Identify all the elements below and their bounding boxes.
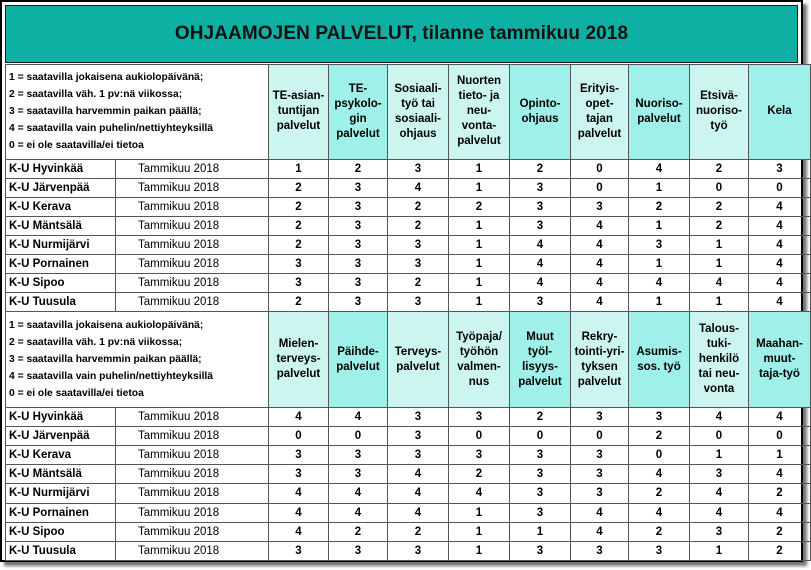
period-cell: Tammikuu 2018 xyxy=(116,197,269,216)
rating-cell: 0 xyxy=(690,427,749,446)
rating-cell: 1 xyxy=(749,446,811,465)
legend-line: 2 = saatavilla väh. 1 pv:nä viikossa; xyxy=(9,89,183,101)
period-cell: Tammikuu 2018 xyxy=(116,178,269,197)
rating-cell: 3 xyxy=(449,446,510,465)
column-header: Sosiaali- työ tai sosiaali- ohjaus xyxy=(388,65,449,160)
rating-cell: 2 xyxy=(510,408,571,427)
rating-cell: 1 xyxy=(629,255,690,274)
rating-cell: 2 xyxy=(690,197,749,216)
rating-cell: 1 xyxy=(629,178,690,197)
rating-cell: 0 xyxy=(510,427,571,446)
rating-cell: 0 xyxy=(749,427,811,446)
column-header: Rekry- tointi-yri- tyksen palvelut xyxy=(571,312,629,408)
rating-cell: 2 xyxy=(269,216,329,235)
rating-cell: 3 xyxy=(629,236,690,255)
rating-cell: 3 xyxy=(329,465,388,484)
rating-cell: 3 xyxy=(269,446,329,465)
rating-cell: 4 xyxy=(629,159,690,178)
column-header: Nuoriso- palvelut xyxy=(629,65,690,160)
rating-cell: 4 xyxy=(571,236,629,255)
rating-cell: 3 xyxy=(571,408,629,427)
rating-cell: 4 xyxy=(329,503,388,522)
office-name: K-U Hyvinkää xyxy=(6,408,116,427)
rating-cell: 4 xyxy=(749,197,811,216)
rating-cell: 1 xyxy=(510,522,571,541)
office-name: K-U Mäntsälä xyxy=(6,465,116,484)
rating-cell: 2 xyxy=(749,484,811,503)
period-cell: Tammikuu 2018 xyxy=(116,541,269,560)
office-name: K-U Sipoo xyxy=(6,274,116,293)
rating-cell: 4 xyxy=(749,503,811,522)
rating-cell: 4 xyxy=(388,503,449,522)
office-name: K-U Hyvinkää xyxy=(6,159,116,178)
rating-cell: 1 xyxy=(449,522,510,541)
rating-cell: 2 xyxy=(388,274,449,293)
rating-cell: 3 xyxy=(329,216,388,235)
legend-line: 1 = saatavilla jokaisena aukiolopäivänä; xyxy=(9,72,204,84)
page-title: OHJAAMOJEN PALVELUT, tilanne tammikuu 2018 xyxy=(174,23,629,44)
rating-cell: 2 xyxy=(629,427,690,446)
rating-cell: 4 xyxy=(749,293,811,312)
rating-cell: 1 xyxy=(449,216,510,235)
office-name: K-U Tuusula xyxy=(6,293,116,312)
rating-cell: 3 xyxy=(388,255,449,274)
legend-line: 3 = saatavilla harvemmin paikan päällä; xyxy=(9,106,202,118)
legend-line: 1 = saatavilla jokaisena aukiolopäivänä; xyxy=(9,320,204,332)
rating-cell: 0 xyxy=(269,427,329,446)
rating-cell: 0 xyxy=(749,178,811,197)
rating-cell: 4 xyxy=(749,236,811,255)
rating-cell: 1 xyxy=(449,255,510,274)
rating-cell: 1 xyxy=(690,541,749,560)
column-header: Opinto- ohjaus xyxy=(510,65,571,160)
rating-cell: 3 xyxy=(571,465,629,484)
rating-cell: 1 xyxy=(449,503,510,522)
table-row xyxy=(6,503,811,522)
rating-cell: 4 xyxy=(449,484,510,503)
legend-line: 0 = ei ole saatavilla/ei tietoa xyxy=(9,140,144,152)
rating-cell: 0 xyxy=(571,427,629,446)
rating-cell: 4 xyxy=(510,274,571,293)
rating-cell: 3 xyxy=(269,255,329,274)
period-cell: Tammikuu 2018 xyxy=(116,255,269,274)
rating-cell: 1 xyxy=(690,446,749,465)
period-cell: Tammikuu 2018 xyxy=(116,465,269,484)
period-cell: Tammikuu 2018 xyxy=(116,159,269,178)
rating-cell: 4 xyxy=(690,503,749,522)
column-header: Työpaja/ työhön valmen- nus xyxy=(449,312,510,408)
column-header: Mielen- terveys- palvelut xyxy=(269,312,329,408)
rating-cell: 3 xyxy=(690,522,749,541)
rating-cell: 4 xyxy=(629,503,690,522)
rating-cell: 3 xyxy=(329,446,388,465)
rating-cell: 3 xyxy=(690,465,749,484)
table-row xyxy=(6,465,811,484)
rating-cell: 3 xyxy=(388,541,449,560)
column-header: Talous- tuki- henkilö tai neu- vonta xyxy=(690,312,749,408)
rating-cell: 1 xyxy=(449,541,510,560)
rating-cell: 3 xyxy=(329,255,388,274)
table-row xyxy=(6,427,811,446)
rating-cell: 1 xyxy=(629,293,690,312)
rating-cell: 3 xyxy=(510,216,571,235)
rating-cell: 4 xyxy=(749,408,811,427)
rating-cell: 2 xyxy=(269,293,329,312)
column-header: Terveys- palvelut xyxy=(388,312,449,408)
rating-cell: 3 xyxy=(388,446,449,465)
rating-cell: 1 xyxy=(629,216,690,235)
legend-line: 4 = saatavilla vain puhelin/nettiyhteyksillä xyxy=(9,371,214,383)
office-name: K-U Pornainen xyxy=(6,503,116,522)
office-name: K-U Järvenpää xyxy=(6,427,116,446)
rating-cell: 1 xyxy=(690,236,749,255)
period-cell: Tammikuu 2018 xyxy=(116,503,269,522)
rating-cell: 2 xyxy=(269,236,329,255)
rating-cell: 4 xyxy=(690,274,749,293)
rating-cell: 3 xyxy=(388,408,449,427)
legend-cell xyxy=(6,65,269,160)
rating-cell: 2 xyxy=(449,197,510,216)
table-row xyxy=(6,274,811,293)
rating-cell: 4 xyxy=(629,274,690,293)
column-header: Muut työl-lisyys- palvelut xyxy=(510,312,571,408)
rating-cell: 3 xyxy=(629,541,690,560)
rating-cell: 4 xyxy=(571,293,629,312)
table-row xyxy=(6,216,811,235)
rating-cell: 3 xyxy=(749,159,811,178)
column-header: TE-asian- tuntijan palvelut xyxy=(269,65,329,160)
rating-cell: 2 xyxy=(749,541,811,560)
column-header: Kela xyxy=(749,65,811,160)
column-header: Nuorten tieto- ja neu- vonta- palvelut xyxy=(449,65,510,160)
rating-cell: 4 xyxy=(329,408,388,427)
office-name: K-U Tuusula xyxy=(6,541,116,560)
rating-cell: 4 xyxy=(388,484,449,503)
rating-cell: 2 xyxy=(329,522,388,541)
table-row xyxy=(6,446,811,465)
column-header: Erityis- opet- tajan palvelut xyxy=(571,65,629,160)
table-row xyxy=(6,159,811,178)
period-cell: Tammikuu 2018 xyxy=(116,216,269,235)
office-name: K-U Nurmijärvi xyxy=(6,484,116,503)
period-cell: Tammikuu 2018 xyxy=(116,293,269,312)
rating-cell: 3 xyxy=(269,274,329,293)
table-row xyxy=(6,255,811,274)
office-name: K-U Pornainen xyxy=(6,255,116,274)
rating-cell: 4 xyxy=(571,522,629,541)
rating-cell: 2 xyxy=(629,484,690,503)
period-cell: Tammikuu 2018 xyxy=(116,274,269,293)
rating-cell: 3 xyxy=(388,293,449,312)
rating-cell: 4 xyxy=(269,522,329,541)
rating-cell: 4 xyxy=(388,178,449,197)
rating-cell: 0 xyxy=(629,446,690,465)
rating-cell: 4 xyxy=(269,408,329,427)
rating-cell: 4 xyxy=(749,255,811,274)
rating-cell: 2 xyxy=(749,522,811,541)
period-cell: Tammikuu 2018 xyxy=(116,427,269,446)
rating-cell: 4 xyxy=(690,484,749,503)
rating-cell: 1 xyxy=(269,159,329,178)
header-row xyxy=(6,312,811,408)
rating-cell: 0 xyxy=(329,427,388,446)
rating-cell: 1 xyxy=(449,159,510,178)
rating-cell: 2 xyxy=(690,216,749,235)
rating-cell: 2 xyxy=(269,178,329,197)
rating-cell: 1 xyxy=(449,293,510,312)
rating-cell: 0 xyxy=(449,427,510,446)
column-header: Asumis- sos. työ xyxy=(629,312,690,408)
rating-cell: 4 xyxy=(329,484,388,503)
rating-cell: 2 xyxy=(388,197,449,216)
rating-cell: 3 xyxy=(510,503,571,522)
rating-cell: 3 xyxy=(329,236,388,255)
rating-cell: 2 xyxy=(690,159,749,178)
rating-cell: 3 xyxy=(629,408,690,427)
rating-cell: 3 xyxy=(510,197,571,216)
rating-cell: 3 xyxy=(510,484,571,503)
rating-cell: 0 xyxy=(690,178,749,197)
rating-cell: 2 xyxy=(629,197,690,216)
table-row xyxy=(6,178,811,197)
rating-cell: 3 xyxy=(571,446,629,465)
rating-cell: 3 xyxy=(388,427,449,446)
rating-cell: 3 xyxy=(329,197,388,216)
table-row xyxy=(6,522,811,541)
office-name: K-U Kerava xyxy=(6,446,116,465)
rating-cell: 4 xyxy=(269,484,329,503)
rating-cell: 4 xyxy=(629,465,690,484)
period-cell: Tammikuu 2018 xyxy=(116,484,269,503)
legend-cell xyxy=(6,312,269,408)
rating-cell: 3 xyxy=(571,197,629,216)
rating-cell: 2 xyxy=(510,159,571,178)
rating-cell: 2 xyxy=(329,159,388,178)
period-cell: Tammikuu 2018 xyxy=(116,408,269,427)
rating-cell: 3 xyxy=(329,178,388,197)
rating-cell: 4 xyxy=(690,408,749,427)
rating-cell: 2 xyxy=(269,197,329,216)
rating-cell: 3 xyxy=(510,446,571,465)
rating-cell: 4 xyxy=(749,216,811,235)
rating-cell: 1 xyxy=(449,178,510,197)
rating-cell: 4 xyxy=(571,255,629,274)
rating-cell: 3 xyxy=(329,541,388,560)
title-bar xyxy=(5,5,798,63)
rating-cell: 4 xyxy=(749,465,811,484)
column-header: Etsivä- nuoriso- työ xyxy=(690,65,749,160)
table-row xyxy=(6,408,811,427)
legend-line: 4 = saatavilla vain puhelin/nettiyhteyksillä xyxy=(9,123,214,135)
rating-cell: 2 xyxy=(388,522,449,541)
legend-line: 0 = ei ole saatavilla/ei tietoa xyxy=(9,388,144,400)
table-row xyxy=(6,541,811,560)
rating-cell: 3 xyxy=(510,293,571,312)
rating-cell: 2 xyxy=(388,216,449,235)
rating-cell: 4 xyxy=(749,274,811,293)
rating-cell: 3 xyxy=(388,236,449,255)
table-row xyxy=(6,293,811,312)
office-name: K-U Nurmijärvi xyxy=(6,236,116,255)
rating-cell: 3 xyxy=(269,541,329,560)
header-row xyxy=(6,65,811,160)
legend-line: 2 = saatavilla väh. 1 pv:nä viikossa; xyxy=(9,337,183,349)
rating-cell: 3 xyxy=(510,541,571,560)
office-name: K-U Järvenpää xyxy=(6,178,116,197)
period-cell: Tammikuu 2018 xyxy=(116,446,269,465)
rating-cell: 4 xyxy=(571,503,629,522)
rating-cell: 1 xyxy=(690,293,749,312)
period-cell: Tammikuu 2018 xyxy=(116,522,269,541)
column-header: Maahan- muut- taja-työ xyxy=(749,312,811,408)
rating-cell: 4 xyxy=(571,216,629,235)
rating-cell: 3 xyxy=(329,274,388,293)
rating-cell: 4 xyxy=(269,503,329,522)
rating-cell: 1 xyxy=(449,274,510,293)
rating-cell: 3 xyxy=(510,465,571,484)
rating-cell: 0 xyxy=(571,178,629,197)
rating-cell: 3 xyxy=(449,408,510,427)
rating-cell: 1 xyxy=(449,236,510,255)
period-cell: Tammikuu 2018 xyxy=(116,236,269,255)
rating-cell: 3 xyxy=(269,465,329,484)
services-table xyxy=(5,64,811,561)
rating-cell: 4 xyxy=(388,465,449,484)
table-row xyxy=(6,484,811,503)
rating-cell: 3 xyxy=(510,178,571,197)
rating-cell: 2 xyxy=(449,465,510,484)
rating-cell: 3 xyxy=(388,159,449,178)
office-name: K-U Sipoo xyxy=(6,522,116,541)
table-row xyxy=(6,236,811,255)
rating-cell: 4 xyxy=(571,274,629,293)
column-header: TE- psykolo- gin palvelut xyxy=(329,65,388,160)
rating-cell: 2 xyxy=(629,522,690,541)
rating-cell: 3 xyxy=(329,293,388,312)
rating-cell: 1 xyxy=(690,255,749,274)
office-name: K-U Kerava xyxy=(6,197,116,216)
table-row xyxy=(6,197,811,216)
rating-cell: 4 xyxy=(510,236,571,255)
rating-cell: 3 xyxy=(571,484,629,503)
rating-cell: 0 xyxy=(571,159,629,178)
office-name: K-U Mäntsälä xyxy=(6,216,116,235)
rating-cell: 4 xyxy=(510,255,571,274)
rating-cell: 3 xyxy=(571,541,629,560)
column-header: Päihde- palvelut xyxy=(329,312,388,408)
legend-line: 3 = saatavilla harvemmin paikan päällä; xyxy=(9,354,202,366)
